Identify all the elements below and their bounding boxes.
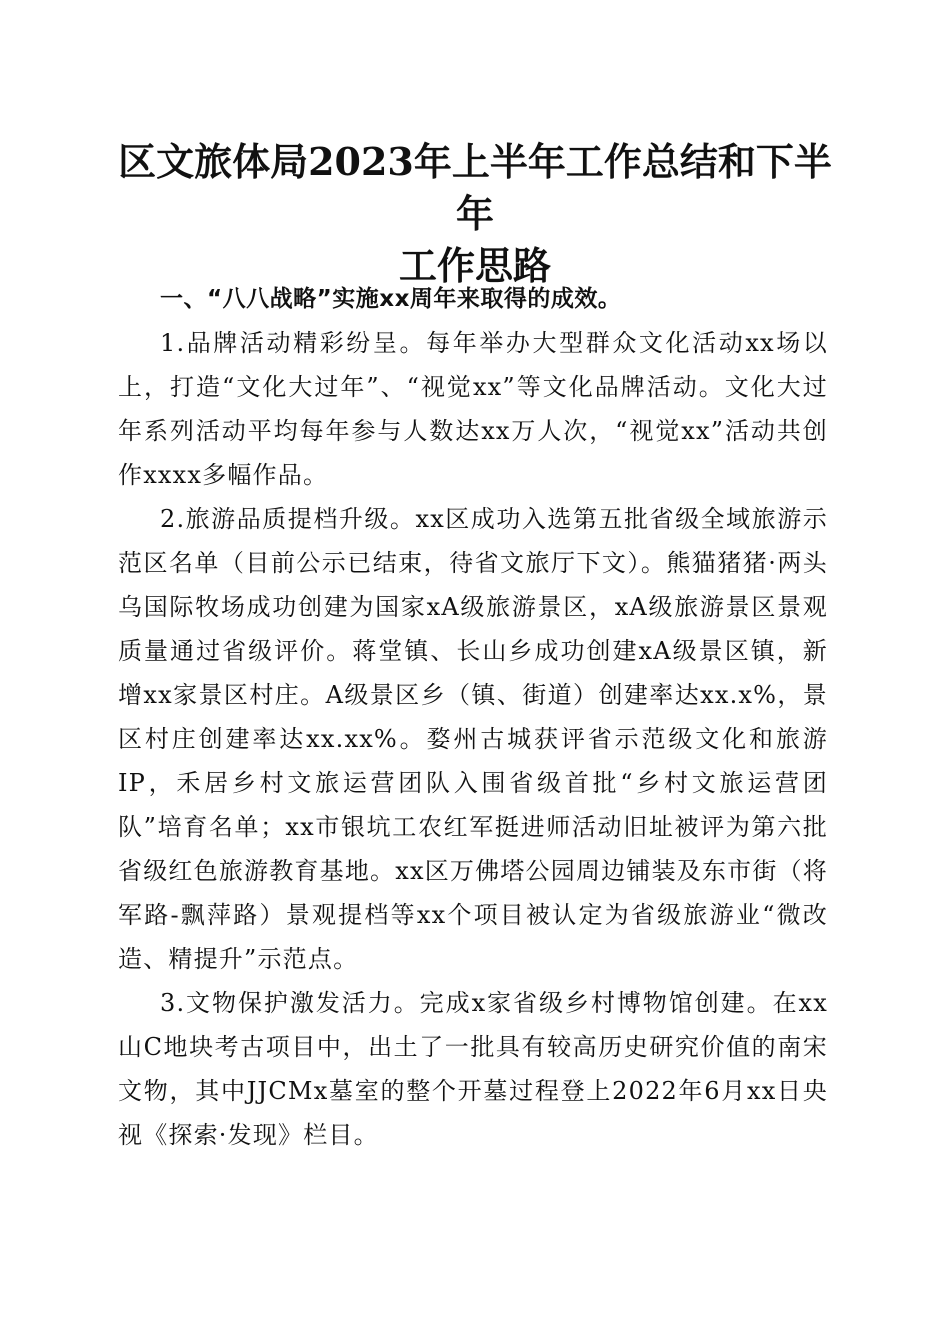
title-line-2: 工作思路: [398, 243, 551, 288]
document-title: [110, 136, 840, 292]
paragraph-cultural-relics: 3.文物保护激发活力。完成x家省级乡村博物馆创建。在xx山C地块考古项目中，出土了一批具有较高历史研究价值的南宋文物，其中JJCMx墓室的整个开墓过程登上2022年6月xx日央视《探索·发现》栏目。: [118, 989, 828, 1149]
title-line-1: 区文旅体局2023年上半年工作总结和下半年: [118, 139, 832, 236]
document-body: [118, 277, 828, 1157]
section-heading: 一、“八八战略”实施xx周年来取得的成效。: [160, 286, 622, 312]
paragraph-tourism-quality: 2.旅游品质提档升级。xx区成功入选第五批省级全域旅游示范区名单（目前公示已结束，待省文旅厅下文）。熊猫猪猪·两头乌国际牧场成功创建为国家xA级旅游景区，xA级旅游景区景观质量通过省级评价。蒋堂镇、长山乡成功创建xA级景区镇，新增xx家景区村庄。A级景区乡（镇、街道）创建率达xx.x%，景区村庄创建率达xx.xx%。婺州古城获评省示范级文化和旅游IP，禾居乡村文旅运营团队入围省级首批“乡村文旅运营团队”培育名单；xx市银坑工农红军挺进师活动旧址被评为第六批省级红色旅游教育基地。xx区万佛塔公园周边铺装及东市街（将军路-飘萍路）景观提档等xx个项目被认定为省级旅游业“微改造、精提升”示范点。: [118, 505, 828, 973]
paragraph-brand-activities: 1.品牌活动精彩纷呈。每年举办大型群众文化活动xx场以上，打造“文化大过年”、“视觉xx”等文化品牌活动。文化大过年系列活动平均每年参与人数达xx万人次，“视觉xx”活动共创作xxxx多幅作品。: [118, 329, 828, 489]
